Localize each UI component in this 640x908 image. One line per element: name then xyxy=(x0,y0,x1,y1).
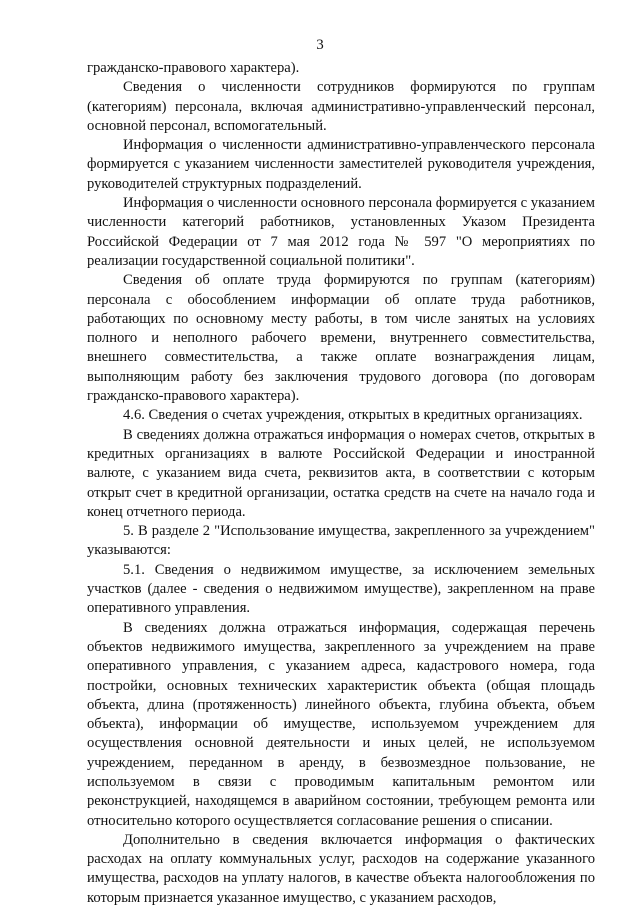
paragraph-admin-staff: Информация о численности административно-управленческого персонала формируется с указанием численности заместителей руководителя учреждения, руководителей структурных подразделений. xyxy=(87,137,595,192)
section-5-1-heading: 5.1. Сведения о недвижимом имуществе, за исключением земельных участков (далее - сведения о недвижимом имуществе), закрепленном на праве оперативного управления. xyxy=(87,561,595,617)
paragraph-continuation: гражданско-правового характера). xyxy=(87,60,300,76)
paragraph-staff-count: Сведения о численности сотрудников формируются по группам (категориям) персонала, включая административно-управленческий персонал, основной персонал, вспомогательный. xyxy=(87,79,595,134)
paragraph-expenses: Дополнительно в сведения включается информация о фактических расходах на оплату коммунальных услуг, расходов на содержание указанного имущества, расходов на уплату налогов, в качестве объекта налогообложения по которым признается указанное имущество, с указанием расходов, xyxy=(87,831,595,906)
section-5-heading: 5. В разделе 2 "Использование имущества, закрепленного за учреждением" указываются: xyxy=(87,523,595,559)
section-4-6-heading: 4.6. Сведения о счетах учреждения, открытых в кредитных организациях. xyxy=(123,407,583,424)
page-number: 3 xyxy=(316,37,324,53)
body-text xyxy=(87,59,595,908)
paragraph-main-staff: Информация о численности основного персонала формируется с указанием численности категорий работников, установленных Указом Президента Российской Федерации от 7 мая 2012 года № 597 "О мероприятиях по реализации государственной социальной политики". xyxy=(87,195,595,269)
paragraph-real-estate: В сведениях должна отражаться информация, содержащая перечень объектов недвижимого имущества, закрепленного за учреждением на праве оперативного управления, с указанием адреса, кадастрового номера, года постройки, основных технических характеристик объекта (общая площадь объекта, длина (протяженность) линейного объекта, глубина объекта, объем объекта), информации об имуществе, используемом учреждением для осуществления основной деятельности и иных целей, не используемом учреждением, переданном в аренду, в безвозмездное пользование, не используемом в связи с проводимым капитальным ремонтом или реконструкцией, находящемся в аварийном состоянии, требующем ремонта или относительно которого осуществляется согласование решения о списании. xyxy=(87,619,595,829)
paragraph-accounts: В сведениях должна отражаться информация о номерах счетов, открытых в кредитных организациях в валюте Российской Федерации и иностранной валюте, с указанием вида счета, реквизитов акта, в соответствии с которым открыт счет в кредитной организации, остатка средств на счете на начало года и конец отчетного периода. xyxy=(87,426,595,520)
paragraph-pay-info: Сведения об оплате труда формируются по группам (категориям) персонала с обособлением информации об оплате труда работников, работающих по основному месту работы, в том числе занятых на условиях полного и неполного рабочего времени, внутреннего совместительства, внешнего совместительства, а также оплате вознаграждения лицам, выполняющим работу без заключения трудового договора (по договорам гражданско-правового характера). xyxy=(87,272,595,405)
